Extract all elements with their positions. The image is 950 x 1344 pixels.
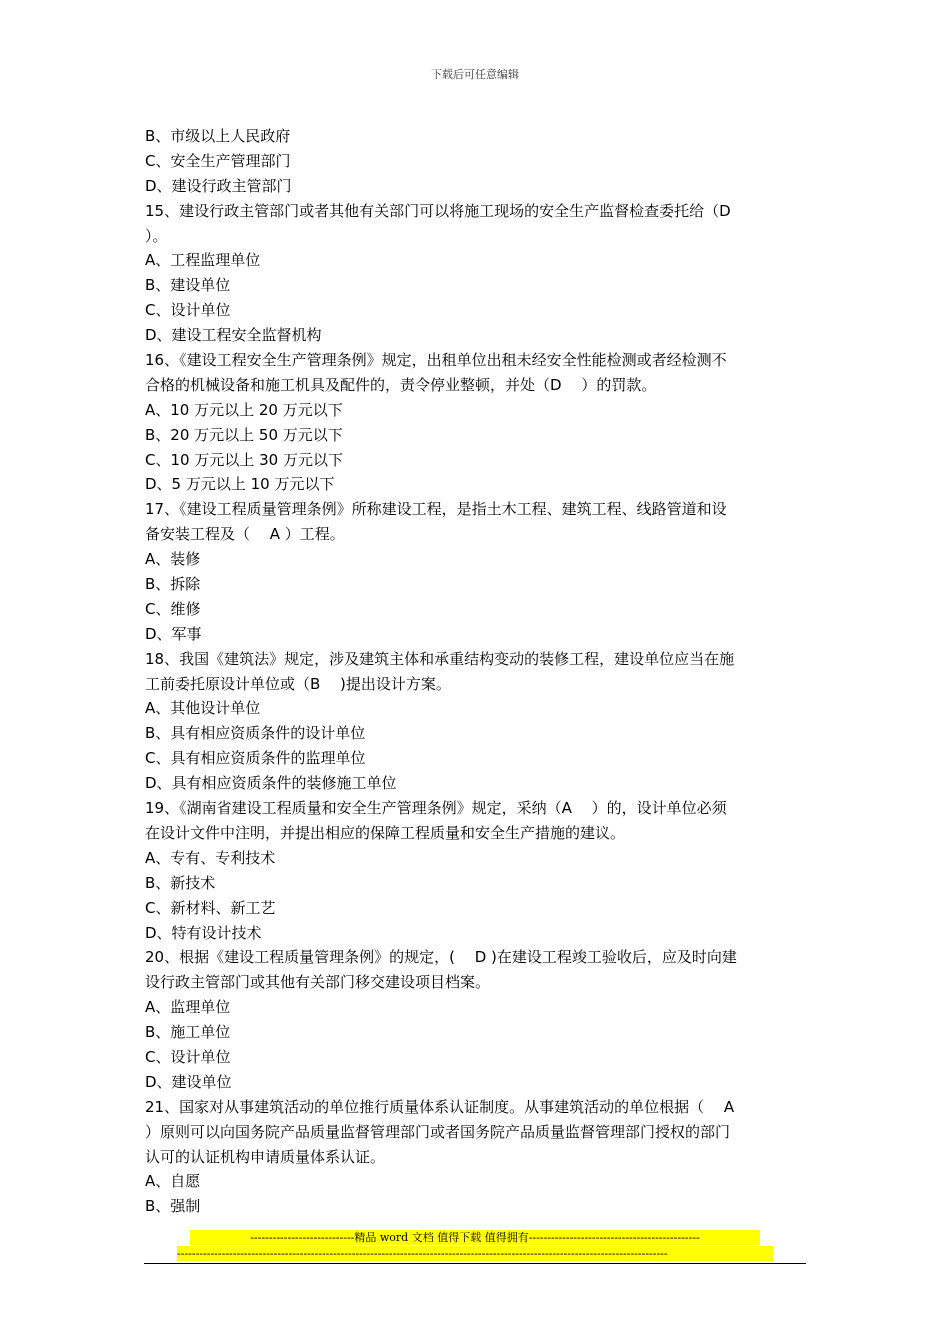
question-line: 19、《湖南省建设工程质量和安全生产管理条例》规定，采纳（A ）的，设计单位必须: [145, 799, 727, 818]
question-line: 16、《建设工程安全生产管理条例》规定，出租单位出租未经安全性能检测或者经检测不: [145, 351, 727, 370]
option-line: A、其他设计单位: [145, 699, 261, 718]
option-line: C、10 万元以上 30 万元以下: [145, 450, 343, 469]
question-line: 15、建设行政主管部门或者其他有关部门可以将施工现场的安全生产监督检查委托给（D: [145, 201, 731, 220]
document-body: [145, 124, 805, 1219]
question-line: 在设计文件中注明，并提出相应的保障工程质量和安全生产措施的建议。: [145, 823, 626, 842]
question-line: 17、《建设工程质量管理条例》所称建设工程，是指土木工程、建筑工程、线路管道和设: [145, 500, 727, 519]
option-line: C、具有相应资质条件的监理单位: [145, 749, 366, 768]
question-line: 21、国家对从事建筑活动的单位推行质量体系认证制度。从事建筑活动的单位根据（ A: [145, 1097, 735, 1116]
footer-banner: ----------------------------精品 word 文档 值得下载 值得拥有----------------------------------------------: [190, 1230, 760, 1245]
option-line: A、专有、专利技术: [145, 848, 276, 867]
option-line: D、具有相应资质条件的装修施工单位: [145, 774, 397, 793]
option-line: C、设计单位: [145, 301, 231, 320]
option-line: D、军事: [145, 624, 202, 643]
option-line: B、建设单位: [145, 276, 231, 295]
option-line: D、特有设计技术: [145, 923, 262, 942]
option-line: D、5 万元以上 10 万元以下: [145, 475, 335, 494]
footer-divider: [144, 1263, 806, 1264]
option-line: A、自愿: [145, 1172, 201, 1191]
option-line: A、工程监理单位: [145, 251, 261, 270]
option-line: A、10 万元以上 20 万元以下: [145, 400, 343, 419]
option-line: B、具有相应资质条件的设计单位: [145, 724, 366, 743]
option-line: B、拆除: [145, 575, 201, 594]
question-line: 合格的机械设备和施工机具及配件的，责令停业整顿，并处（D ）的罚款。: [145, 375, 657, 394]
option-line: D、建设行政主管部门: [145, 176, 292, 195]
option-line: D、建设工程安全监督机构: [145, 326, 322, 345]
question-line: 工前委托原设计单位或（B )提出设计方案。: [145, 674, 451, 693]
option-line: C、设计单位: [145, 1047, 231, 1066]
question-line: 认可的认证机构申请质量体系认证。: [145, 1147, 386, 1166]
option-line: B、强制: [145, 1197, 201, 1216]
option-line: A、监理单位: [145, 998, 231, 1017]
question-line: 20、根据《建设工程质量管理条例》的规定，( D )在建设工程竣工验收后，应及时向建: [145, 948, 737, 967]
option-line: B、新技术: [145, 873, 216, 892]
question-line: ）。: [145, 226, 168, 245]
option-line: D、建设单位: [145, 1072, 232, 1091]
question-line: 设行政主管部门或其他有关部门移交建设项目档案。: [145, 973, 491, 992]
question-line: ）原则可以向国务院产品质量监督管理部门或者国务院产品质量监督管理部门授权的部门: [145, 1122, 731, 1141]
option-line: C、维修: [145, 599, 201, 618]
question-line: 备安装工程及（ A ）工程。: [145, 525, 345, 544]
question-line: 18、我国《建筑法》规定，涉及建筑主体和承重结构变动的装修工程，建设单位应当在施: [145, 649, 735, 668]
footer-dash-line: ------------------------------------------------------------------------------------------------------------------------------------: [177, 1246, 773, 1261]
option-line: C、安全生产管理部门: [145, 151, 291, 170]
option-line: A、装修: [145, 550, 201, 569]
option-line: B、市级以上人民政府: [145, 127, 291, 145]
option-line: C、新材料、新工艺: [145, 898, 276, 917]
option-line: B、20 万元以上 50 万元以下: [145, 425, 343, 444]
option-line: B、施工单位: [145, 1023, 231, 1042]
page-header: 下载后可任意编辑: [431, 68, 519, 81]
